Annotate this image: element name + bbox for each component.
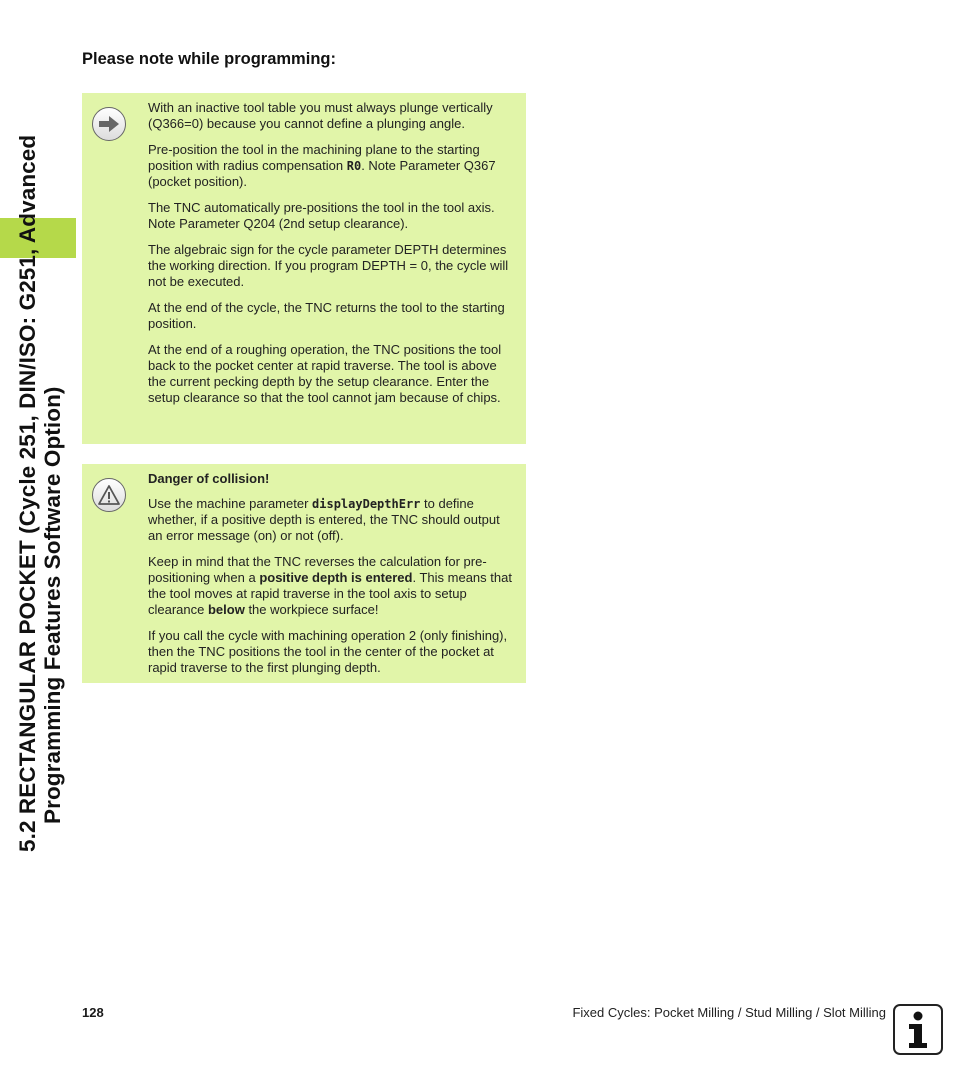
note-paragraph: Pre-position the tool in the machining plane to the starting position with radius compensation R0. Note Parameter Q367 (pocket position). [148,142,496,189]
page-number: 128 [82,1005,104,1020]
info-icon [893,1004,943,1055]
note-paragraph: At the end of a roughing operation, the TNC positions the tool back to the pocket center at rapid traverse. The tool is above the current pecking depth by the setup clearance. Enter the setup clearance so that the tool cannot jam because of chips. [148,342,502,405]
arrow-right-icon [92,107,126,141]
warning-box [82,464,526,683]
note-box [82,93,526,444]
note-paragraph: With an inactive tool table you must always plunge vertically (Q366=0) because you cannot define a plunging angle. [148,100,493,131]
note-paragraph: The TNC automatically pre-positions the tool in the tool axis. Note Parameter Q204 (2nd setup clearance). [148,200,495,231]
note-paragraph: At the end of the cycle, the TNC returns the tool to the starting position. [148,300,505,331]
danger-title: Danger of collision! [148,471,270,486]
section-heading: Please note while programming: [82,50,336,68]
note-paragraph: If you call the cycle with machining operation 2 (only finishing), then the TNC positions the tool in the center of the pocket at rapid traverse to the first plunging depth. [148,628,508,675]
note-paragraph: Use the machine parameter displayDepthErr to define whether, if a positive depth is entered, the TNC should output an error message (on) or not (off). [148,496,500,543]
side-title-line2: Programming Features Software Option) [40,386,65,824]
note-paragraph: Keep in mind that the TNC reverses the calculation for pre-positioning when a positive depth is entered. This means that the tool moves at rapid traverse in the tool axis to setup clearance below the workpiece surface! [148,554,512,617]
footer-chapter-title: Fixed Cycles: Pocket Milling / Stud Milling / Slot Milling [572,1005,886,1020]
code-display-depth-err: displayDepthErr [312,497,421,511]
side-title [0,0,80,870]
note-paragraph: The algebraic sign for the cycle parameter DEPTH determines the working direction. If you program DEPTH = 0, the cycle will not be executed. [148,242,509,289]
side-title-line1: 5.2 RECTANGULAR POCKET (Cycle 251, DIN/ISO: G251, Advanced [15,134,40,852]
warning-triangle-icon [92,478,126,512]
code-r0: R0 [346,159,362,173]
